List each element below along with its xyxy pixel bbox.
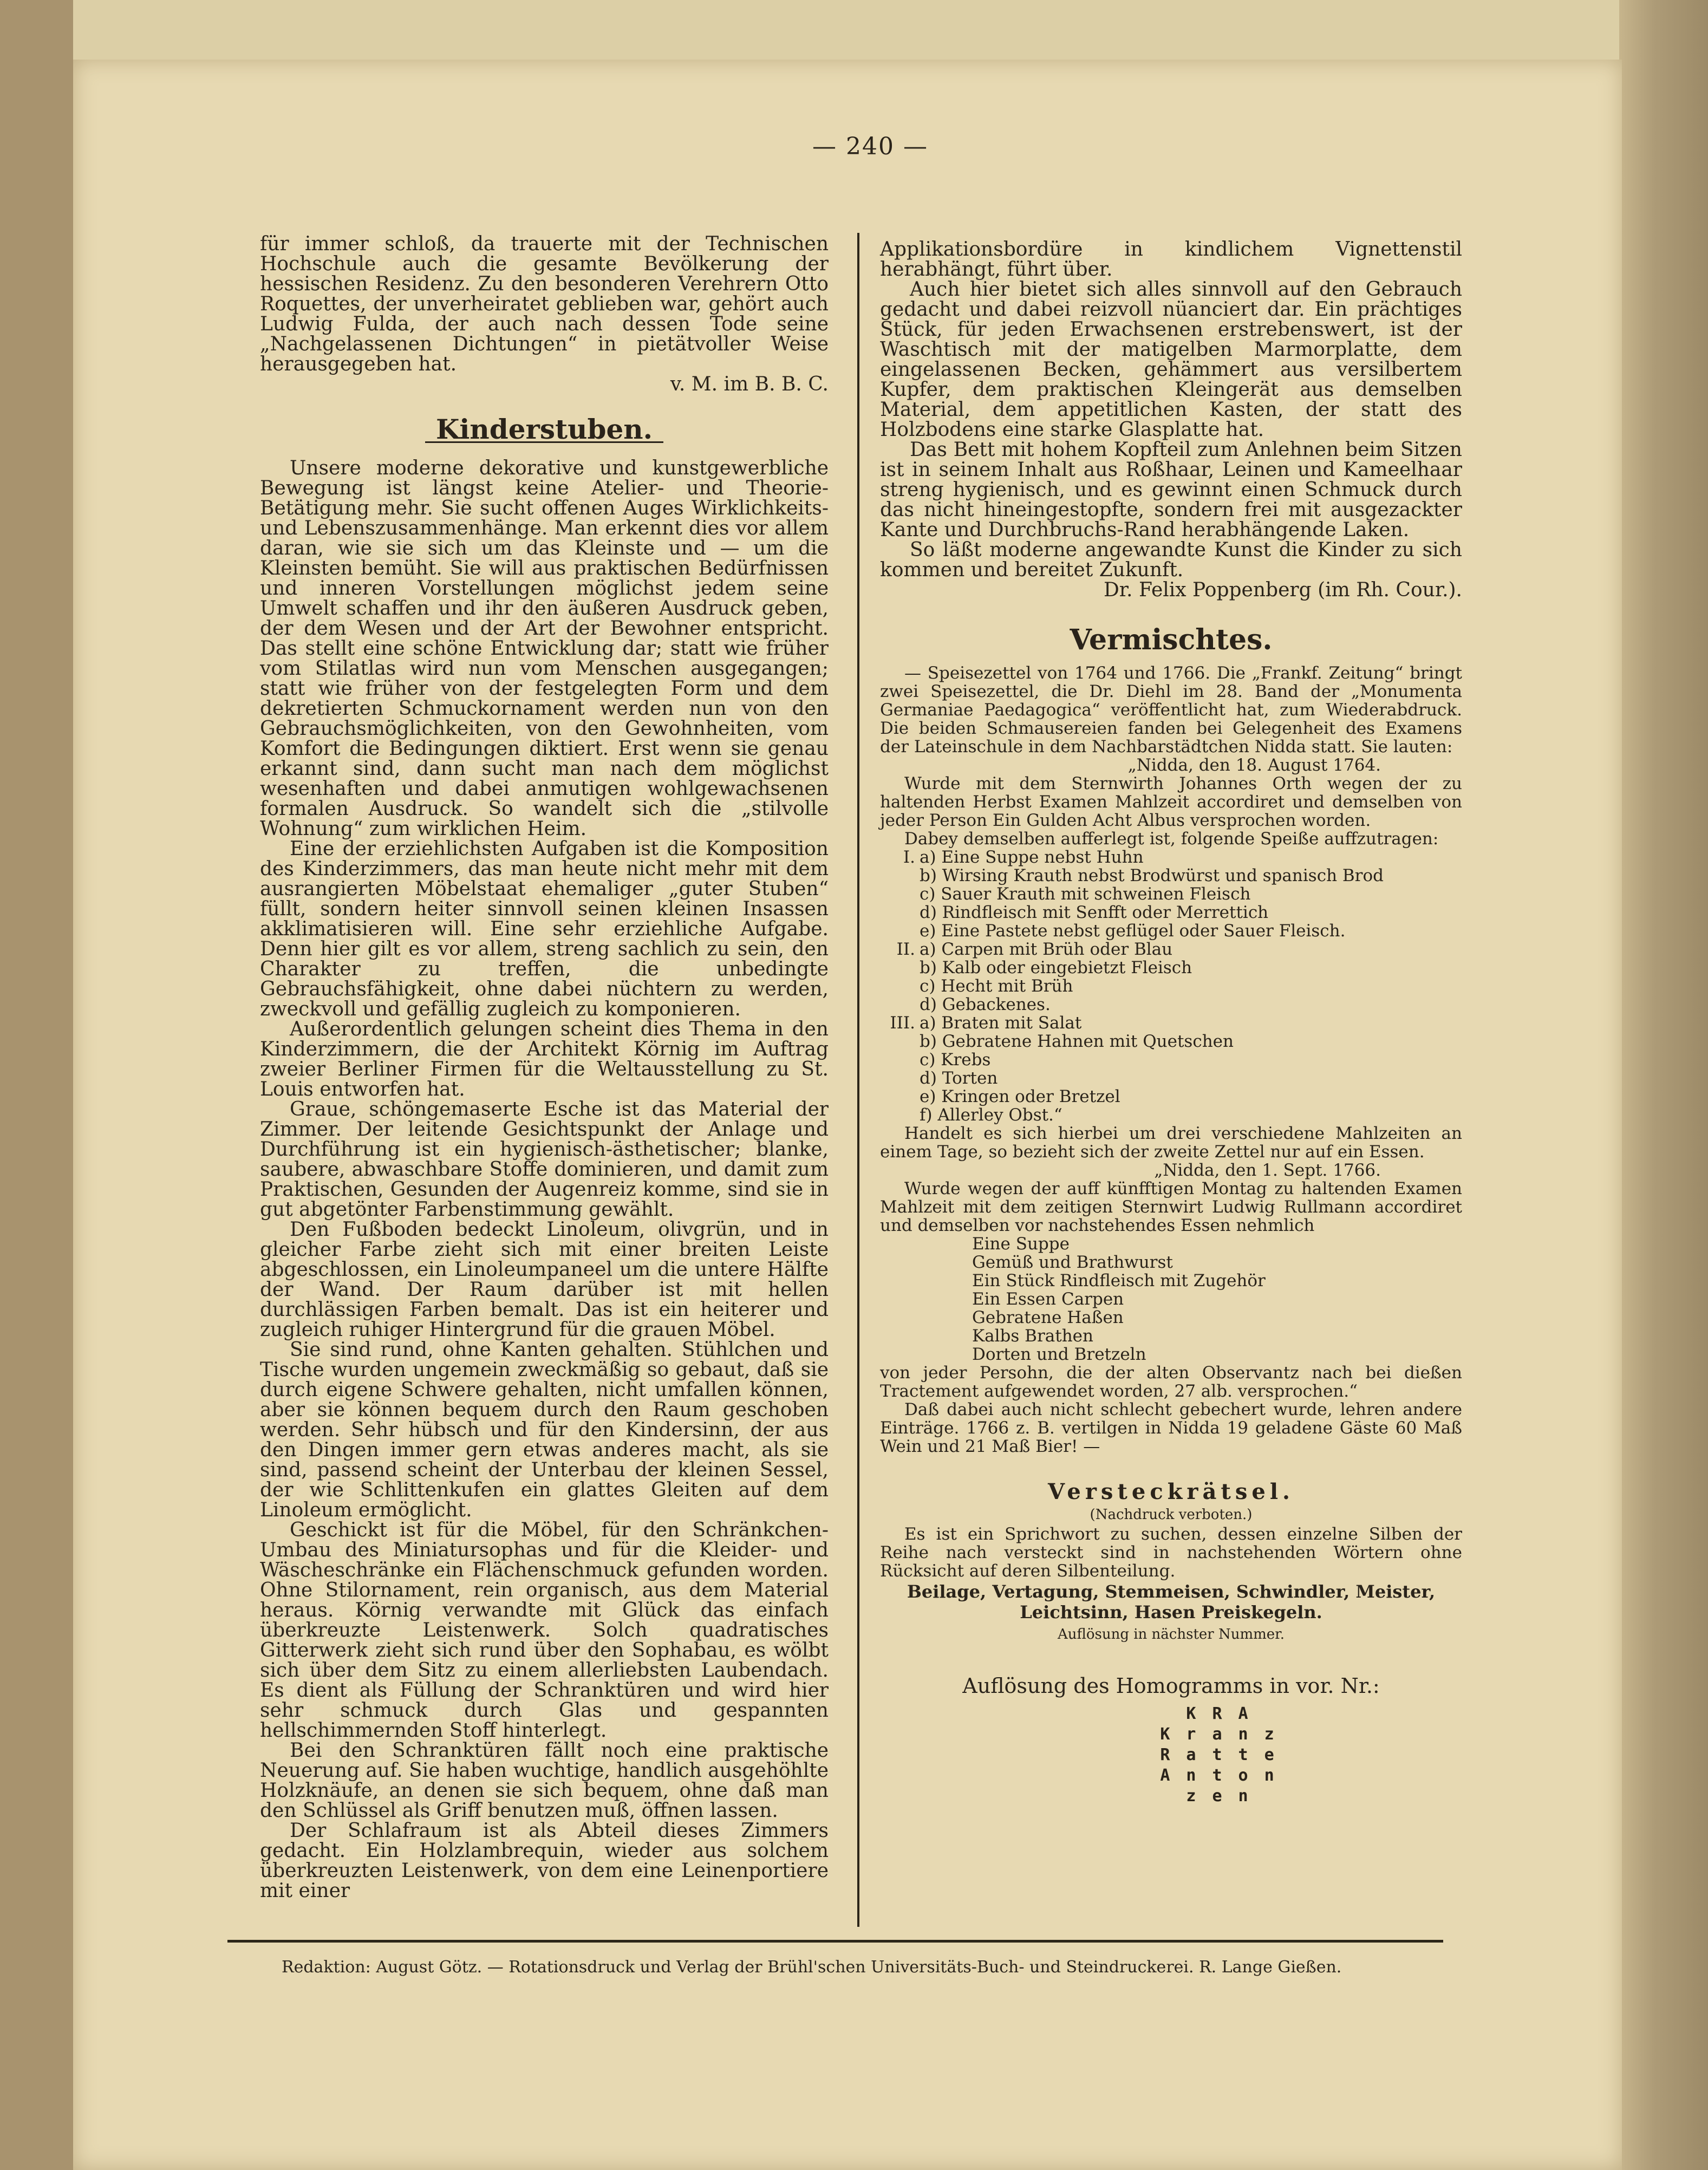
course-number xyxy=(880,1069,920,1087)
paragraph: Außerordentlich gelungen scheint dies Thema in den Kinderzimmern, die der Architekt Körnig im Auftrag zweier Berliner Firmen für die Weltausstellung zu St. Louis entworfen hat. xyxy=(260,1018,829,1100)
course-number xyxy=(880,977,920,995)
paragraph: Eine der erziehlichsten Aufgaben ist die Komposition des Kinderzimmers, das man heute nicht mehr mit dem ausrangierten Möbelstaat ehemaliger „guter Stuben“ füllt, sondern heiter sinnvoll seinen kleinen Insassen akklimatisieren will. Eine sehr erziehliche Aufgabe. Denn hier gilt es vor allem, streng sachlich zu sein, den Charakter zu treffen, die unbedingte Gebrauchsfähigkeit, ohne dabei nüchtern zu werden, zweckvoll und gefällig zugleich zu komponieren. xyxy=(260,838,829,1020)
imprint-footer: Redaktion: August Götz. — Rotationsdruck und Verlag der Brühl'schen Universitäts-Buch- und Steindruckerei. R. Lange Gießen. xyxy=(282,1958,1342,1977)
dish-name: e) Eine Pastete nebst geflügel oder Sauer Fleisch. xyxy=(920,921,1346,941)
homogram-row: KRA xyxy=(1186,1704,1264,1723)
menu-item xyxy=(880,959,1462,977)
paragraph: Der Schlafraum ist als Abteil dieses Zimmers gedacht. Ein Holzlambrequin, wieder aus solchem überkreuzten Leistenwerk, von dem eine Leinenportiere mit einer xyxy=(260,1820,829,1902)
paragraph: So läßt moderne angewandte Kunst die Kinder zu sich kommen und bereitet Zukunft. xyxy=(880,539,1462,581)
column-divider xyxy=(857,233,859,1927)
riddle-next: Auflösung in nächster Nummer. xyxy=(1057,1626,1285,1643)
course-number xyxy=(880,866,920,885)
menu-item xyxy=(880,1069,1462,1087)
dish-list xyxy=(972,1235,1462,1364)
riddle-text: Es ist ein Sprichwort zu suchen, dessen einzelne Silben der Reihe nach versteckt sind in nachstehenden Wörtern ohne Rücksicht auf deren Silbenteilung. xyxy=(880,1524,1462,1581)
course-number: I. xyxy=(903,848,915,867)
date-line: „Nidda, den 18. August 1764. xyxy=(1127,755,1381,775)
menu-item xyxy=(880,903,1462,922)
intro-paragraph: für immer schloß, da trauerte mit der Technischen Hochschule auch die gesamte Bevölkerung der hessischen Residenz. Zu den besonderen Verehrern Otto Roquettes, der unverheiratet geblieben war, gehört auch Ludwig Fulda, der auch nach dessen Tode seine „Nachgelassenen Dichtungen“ in pietätvoller Weise herausgegeben hat. xyxy=(260,233,829,375)
menu-item xyxy=(880,1032,1462,1051)
paragraph: Auch hier bietet sich alles sinnvoll auf den Gebrauch gedacht und dabei reizvoll nüanciert dar. Ein prächtiges Stück, für jeden Erwachsenen erstrebenswert, ist der Waschtisch mit der matigelben Marmorplatte, dem eingelassenen Becken, gehämmert aus versilbertem Kupfer, dem praktischen Kleingerät aus demselben Material, dem appetitlichen Kasten, der statt des Holzbodens eine starke Glasplatte hat. xyxy=(880,278,1462,441)
dish-name: c) Sauer Krauth mit schweinen Fleisch xyxy=(920,884,1251,904)
menu-item xyxy=(880,977,1462,995)
course-number xyxy=(880,903,920,922)
date-line: „Nidda, den 1. Sept. 1766. xyxy=(1154,1161,1381,1180)
left-column xyxy=(260,234,829,1901)
dish-name: f) Allerley Obst.“ xyxy=(920,1105,1062,1125)
paragraph: Den Fußboden bedeckt Linoleum, olivgrün, und in gleicher Farbe zieht sich mit einer breiten Leiste abgeschlossen, ein Linoleumpaneel um die untere Hälfte der Wand. Der Raum darüber ist mit hellen durchlässigen Farben bemalt. Das ist ein heiterer und zugleich ruhiger Hintergrund für die grauen Möbel. xyxy=(260,1218,829,1341)
dish: Ein Stück Rindfleisch mit Zugehör xyxy=(972,1271,1266,1291)
course-number xyxy=(880,1051,920,1069)
article-title-text: Kinderstuben. xyxy=(425,419,663,443)
dish-name: c) Krebs xyxy=(920,1050,991,1070)
dish-name: a) Braten mit Salat xyxy=(920,1013,1082,1033)
section-title: Vermischtes. xyxy=(1070,623,1273,656)
dish-name: a) Eine Suppe nebst Huhn xyxy=(920,848,1144,867)
dish-name: b) Wirsing Krauth nebst Brodwürst und spanisch Brod xyxy=(920,866,1384,885)
menu-text: Dabey demselben aufferlegt ist, folgende Speiße auffzutragen: xyxy=(904,829,1439,849)
menu-text: Handelt es sich hierbei um drei verschiedene Mahlzeiten an einem Tage, so bezieht sich der zweite Zettel nur auf ein Essen. xyxy=(880,1124,1462,1162)
dish: Eine Suppe xyxy=(972,1234,1070,1254)
menu-item xyxy=(880,885,1462,903)
misc-section xyxy=(880,664,1462,1456)
menu-item xyxy=(880,922,1462,940)
dish-name: e) Kringen oder Bretzel xyxy=(920,1087,1120,1106)
page-number: — 240 — xyxy=(812,133,928,160)
dish-name: b) Kalb oder eingebietzt Fleisch xyxy=(920,958,1192,978)
menu-item xyxy=(880,1014,1462,1032)
riddle-words: Beilage, Vertagung, Stemmeisen, Schwindler, Meister, Leichtsinn, Hasen Preiskegeln. xyxy=(907,1581,1436,1622)
menu-list xyxy=(880,848,1462,1124)
course-number xyxy=(880,995,920,1014)
paragraph: Geschickt ist für die Möbel, für den Schränkchen-Umbau des Miniatursophas und für die Kleider- und Wäscheschränke ein Flächenschmuck gefunden worden. Ohne Stilornament, rein organisch, aus dem Material heraus. Körnig verwandte mit Glück das einfach überkreuzte Leistenwerk. Solch quadratisches Gitterwerk zieht sich rund über den Sophabau, es wölbt sich über dem Sitz zu einem allerliebsten Laubendach. Es dient als Füllung der Schranktüren und wird hier sehr schmuck durch Glas und gespannten hellschimmernden Stoff hinterlegt. xyxy=(260,1519,829,1742)
closing-text: Daß dabei auch nicht schlecht gebechert wurde, lehren andere Einträge. 1766 z. B. vertilgen in Nidda 19 geladene Gäste 60 Maß Wein und 21 Maß Bier! — xyxy=(880,1400,1462,1456)
page-edge-left xyxy=(0,0,73,2170)
dish-name: a) Carpen mit Brüh oder Blau xyxy=(920,940,1173,959)
misc-intro: — Speisezettel von 1764 und 1766. Die „Frankf. Zeitung“ bringt zwei Speisezettel, die Dr. Diehl im 28. Band der „Monumenta Germaniae Paedagogica“ veröffentlicht hat, zum Wiederabdruck. Die beiden Schmausereien fanden bei Gelegenheit des Examens der Lateinschule in dem Nachbarstädtchen Nidda statt. Sie lauten: xyxy=(880,663,1462,757)
menu-item xyxy=(880,1051,1462,1069)
page-edge-right xyxy=(1619,0,1708,2170)
paragraph: Bei den Schranktüren fällt noch eine praktische Neuerung auf. Sie haben wuchtige, handlich ausgehöhlte Holzknäufe, an denen sie sich bequem, ohne daß man den Schlüssel als Griff benutzen muß, öffnen lassen. xyxy=(260,1739,829,1822)
dish-name: b) Gebratene Hahnen mit Quetschen xyxy=(920,1032,1234,1051)
dish: Gebratene Haßen xyxy=(972,1308,1124,1327)
paragraph: Graue, schöngemaserte Esche ist das Material der Zimmer. Der leitende Gesichtspunkt der Anlage und Durchführung ist ein hygienisch-ästhetischer; blanke, saubere, abwaschbare Stoffe dominieren, und damit zum Praktischen, Gesunden der Augenreiz komme, sind sie in gut abgetönter Farbenstimmung gewählt. xyxy=(260,1098,829,1221)
dish: Gemüß und Brathwurst xyxy=(972,1253,1173,1272)
paragraph: Unsere moderne dekorative und kunstgewerbliche Bewegung ist längst keine Atelier- und Theorie-Betätigung mehr. Sie sucht offenen Auges Wirklichkeits- und Lebenszusammenhänge. Man erkennt dies vor allem daran, wie sie sich um das Kleinste und — um die Kleinsten bemüht. Sie will aus praktischen Bedürfnissen und inneren Vorstellungen möglichst jedem seine Umwelt schaffen und ihr den äußeren Ausdruck geben, der dem Wesen und der Art der Bewohner entspricht. Das stellt eine schöne Entwicklung dar; statt wie früher vom Stilatlas wird nun vom Menschen ausgegangen; statt wie früher von der festgelegten Form und dem dekretierten Schmuckornament werden nun von den Gebrauchsmöglichkeiten, von den Gewohnheiten, vom Komfort die Bedingungen diktiert. Erst wenn sie genau erkannt sind, dann sucht man nach dem möglichst wesenhaften und dabei anmutigen wohlgewachsenen formalen Ausdruck. So wandelt sich die „stilvolle Wohnung“ zum wirklichen Heim. xyxy=(260,457,829,840)
menu-item xyxy=(880,995,1462,1014)
solution-title: Auflösung des Homogramms in vor. Nr.: xyxy=(962,1674,1380,1698)
dish: Ein Essen Carpen xyxy=(972,1289,1124,1309)
course-number xyxy=(880,959,920,977)
homogram-row: Ratte xyxy=(1160,1745,1290,1764)
menu-text: Wurde wegen der auff künfftigen Montag zu haltenden Examen Mahlzeit mit dem zeitigen Sternwirt Ludwig Rullmann accordiret und demselben vor nachstehendes Essen nehmlich xyxy=(880,1179,1462,1235)
homogram-row: zen xyxy=(1186,1787,1264,1806)
paragraph: Applikationsbordüre in kindlichem Vignettenstil herabhängt, führt über. xyxy=(880,238,1462,281)
intro-signature: v. M. im B. B. C. xyxy=(670,373,829,395)
menu-item xyxy=(880,1106,1462,1124)
dish-name: d) Gebackenes. xyxy=(920,995,1051,1014)
homogram-solution xyxy=(988,1704,1462,1807)
article-title xyxy=(260,413,829,445)
menu-item xyxy=(880,848,1462,866)
dish-name: c) Hecht mit Brüh xyxy=(920,976,1073,996)
homogram-row: Anton xyxy=(1160,1766,1290,1785)
homogram-row: Kranz xyxy=(1160,1725,1290,1744)
course-number xyxy=(880,885,920,903)
dish-name: d) Rindfleisch mit Senfft oder Merrettich xyxy=(920,903,1269,922)
dish-name: d) Torten xyxy=(920,1068,998,1088)
course-number xyxy=(880,922,920,940)
menu-item xyxy=(880,940,1462,959)
article-signature: Dr. Felix Poppenberg (im Rh. Cour.). xyxy=(1103,579,1462,601)
paragraph: Sie sind rund, ohne Kanten gehalten. Stühlchen und Tische wurden ungemein zweckmäßig so gebaut, daß sie durch eigene Schwere gehalten, nicht umfallen können, aber sie können bequem durch den Raum geschoben werden. Sehr hübsch und für den Kindersinn, der aus den Dingen immer gern etwas anderes macht, als sie sind, passend scheint der Unterbau der kleinen Sessel, der wie Schlittenkufen ein glattes Gleiten auf dem Linoleum ermöglicht. xyxy=(260,1339,829,1521)
menu-text: Wurde mit dem Sternwirth Johannes Orth wegen der zu haltenden Herbst Examen Mahlzeit accordiret und demselben von jeder Person Ein Gulden Acht Albus versprochen worden. xyxy=(880,774,1462,830)
riddle-section xyxy=(880,1525,1462,1580)
footer-rule xyxy=(227,1940,1443,1943)
course-number xyxy=(880,1087,920,1106)
dish: Kalbs Brathen xyxy=(972,1326,1093,1346)
course-number: II. xyxy=(896,940,915,959)
menu-item xyxy=(880,866,1462,885)
right-column xyxy=(880,239,1462,1807)
menu-item xyxy=(880,1087,1462,1106)
course-number xyxy=(880,1032,920,1051)
riddle-note: (Nachdruck verboten.) xyxy=(1090,1507,1253,1523)
menu-text: von jeder Persohn, die der alten Observantz nach bei dießen Tractement aufgewendet worden, 27 alb. versprochen.“ xyxy=(880,1363,1462,1401)
paragraph: Das Bett mit hohem Kopfteil zum Anlehnen beim Sitzen ist in seinem Inhalt aus Roßhaar, Leinen und Kameelhaar streng hygienisch, und es gewinnt einen Schmuck durch das nicht hineingestopfte, sondern frei mit ausgezackter Kante und Durchbruchs-Rand herabhängende Laken. xyxy=(880,439,1462,541)
riddle-title: Versteckrätsel. xyxy=(1048,1479,1294,1504)
course-number: III. xyxy=(890,1013,915,1033)
course-number xyxy=(880,1106,920,1124)
dish: Dorten und Bretzeln xyxy=(972,1345,1146,1364)
